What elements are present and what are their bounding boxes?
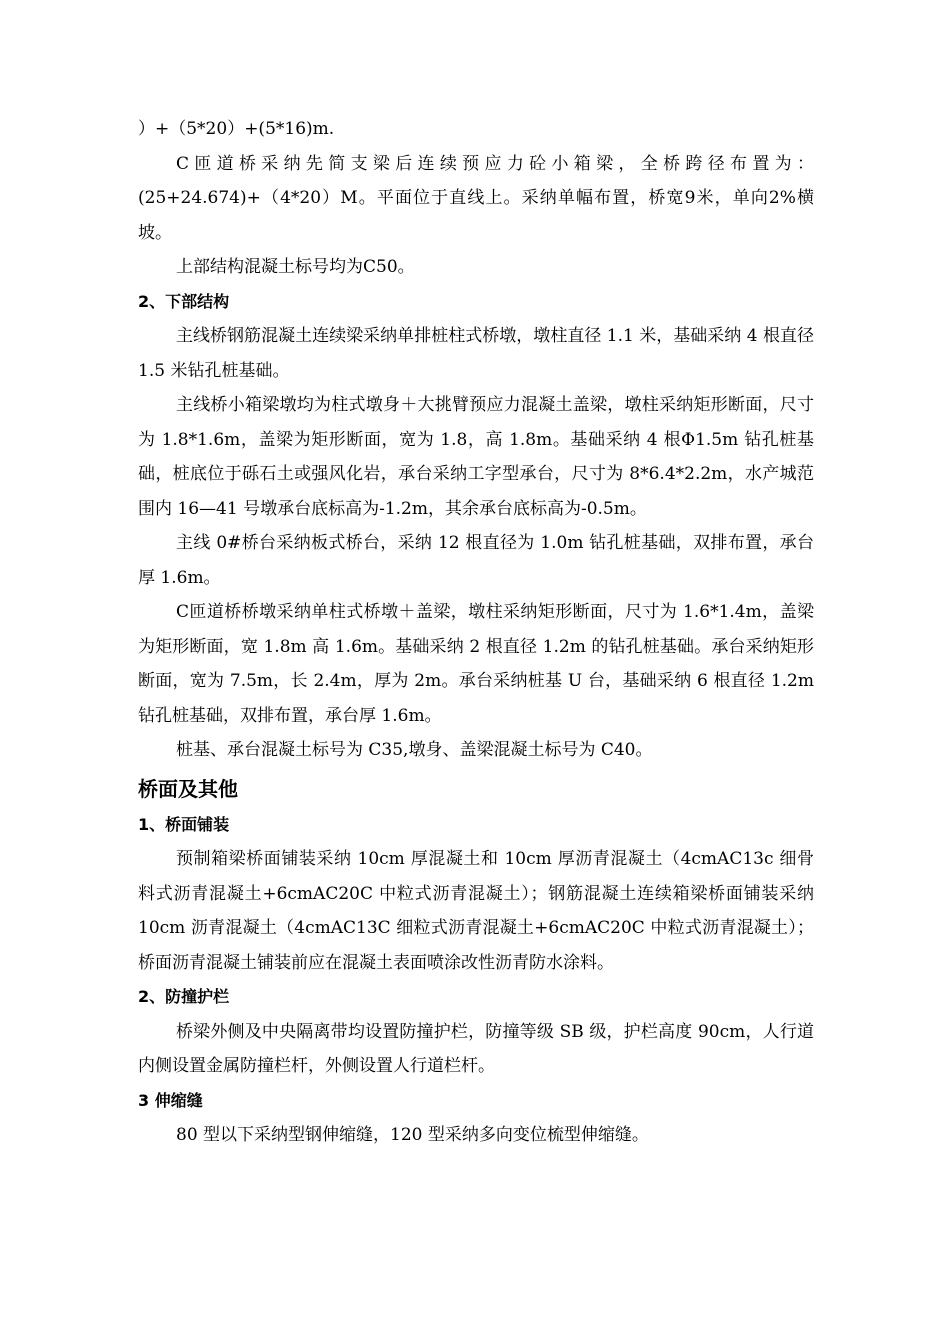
superstructure-concrete-paragraph: 上部结构混凝土标号均为C50。: [176, 257, 415, 277]
document-page: [138, 112, 814, 1153]
substructure-heading: 2、下部结构: [138, 291, 230, 311]
c-ramp-piers-paragraph: C匝道桥桥墩采纳单柱式桥墩＋盖梁，墩柱采纳矩形断面，尺寸为 1.6*1.4m，盖梁为矩形断面，宽 1.8m 高 1.6m。基础采纳 2 根直径 1.2m 的钻孔桩基础。承台采纳矩形断面，宽为 7.5m，长 2.4m，厚为 2m。承台采纳桩基 U 台，基础采纳 6 根直径 1.2m 钻孔桩基础，双排布置，承台厚 1.6m。: [138, 602, 814, 726]
substructure-concrete-paragraph: 桩基、承台混凝土标号为 C35,墩身、盖梁混凝土标号为 C40。: [176, 740, 653, 760]
expansion-joint-heading: 3 伸缩缝: [138, 1090, 203, 1110]
guardrail-paragraph: 桥梁外侧及中央隔离带均设置防撞护栏，防撞等级 SB 级，护栏高度 90cm，人行道内侧设置金属防撞栏杆，外侧设置人行道栏杆。: [138, 1021, 814, 1076]
main-abutment-paragraph: 主线 0#桥台采纳板式桥台，采纳 12 根直径为 1.0m 钻孔桩基础，双排布置，承台厚 1.6m。: [138, 533, 814, 588]
span-arrangement-continuation: ）+（5*20）+(5*16)m.: [138, 119, 335, 139]
deck-paving-paragraph: 预制箱梁桥面铺装采纳 10cm 厚混凝土和 10cm 厚沥青混凝土（4cmAC13c 细骨料式沥青混凝土+6cmAC20C 中粒式沥青混凝土）；钢筋混凝土连续箱梁桥面铺装采纳 10cm 沥青混凝土（4cmAC13C 细粒式沥青混凝土+6cmAC20C 中粒式沥青混凝土）；桥面沥青混凝土铺装前应在混凝土表面喷涂改性沥青防水涂料。: [138, 849, 814, 973]
expansion-joint-paragraph: 80 型以下采纳型钢伸缩缝，120 型采纳多向变位梳型伸缩缝。: [176, 1125, 649, 1145]
guardrail-heading: 2、防撞护栏: [138, 987, 230, 1006]
deck-paving-heading: 1、桥面铺装: [138, 814, 230, 834]
main-bridge-box-girder-paragraph: 主线桥小箱梁墩均为柱式墩身＋大挑臂预应力混凝土盖梁，墩柱采纳矩形断面，尺寸为 1.8*1.6m，盖梁为矩形断面，宽为 1.8，高 1.8m。基础采纳 4 根Φ1.5m 钻孔桩基础，桩底位于砾石土或强风化岩，承台采纳工字型承台，尺寸为 8*6.4*2.2m，水产城范围内 16—41 号墩承台底标高为-1.2m，其余承台底标高为-0.5m。: [138, 395, 814, 519]
c-ramp-superstructure-paragraph: C匝道桥采纳先简支梁后连续预应力砼小箱梁，全桥跨径布置为：(25+24.674)+（4*20）M。平面位于直线上。采纳单幅布置，桥宽9米，单向2%横坡。: [138, 153, 814, 243]
deck-and-others-heading: 桥面及其他: [138, 776, 238, 801]
main-bridge-piers-paragraph: 主线桥钢筋混凝土连续梁采纳单排桩柱式桥墩，墩柱直径 1.1 米，基础采纳 4 根直径 1.5 米钻孔桩基础。: [138, 326, 814, 381]
